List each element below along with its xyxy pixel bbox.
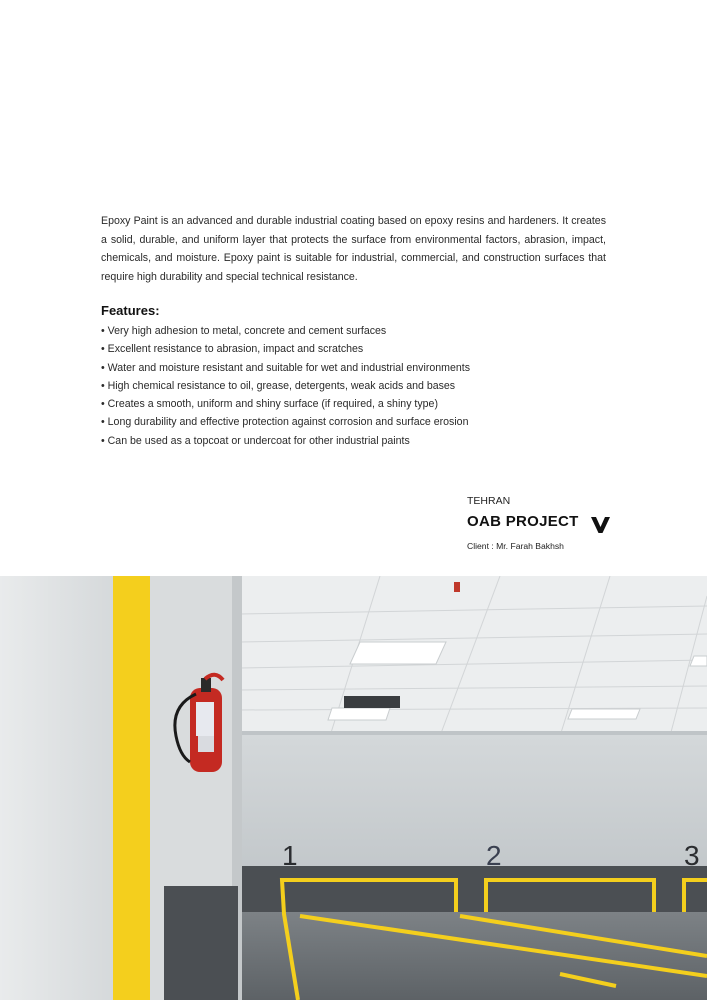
bay-number-3: 3 [684, 840, 700, 871]
back-wall [240, 734, 707, 868]
ceiling-light [328, 708, 390, 720]
sprinkler [454, 582, 460, 592]
features-list [101, 322, 470, 450]
feature-item: • Excellent resistance to abrasion, impact and scratches [101, 340, 470, 358]
project-title: OAB PROJECT [467, 513, 579, 530]
features-heading: Features: [101, 303, 160, 318]
ceiling-vent [344, 696, 400, 708]
ceiling-light [568, 709, 640, 719]
client-name: Client : Mr. Farah Bakhsh [467, 541, 564, 551]
floor [240, 912, 707, 1000]
feature-item: • High chemical resistance to oil, grease, detergents, weak acids and bases [101, 377, 470, 395]
yellow-stripe [113, 576, 150, 1000]
intro-paragraph: Epoxy Paint is an advanced and durable industrial coating based on epoxy resins and hardeners. It creates a solid, durable, and uniform layer that protects the surface from environmental factors, abrasion, impact, chemicals, and moisture. Epoxy paint is suitable for industrial, commercial, and construction surfaces that require high durability and special technical resistance. [101, 215, 606, 283]
column-base [164, 886, 238, 1000]
wall-skirting [240, 866, 707, 912]
bay-number-1: 1 [282, 840, 298, 871]
feature-item: • Water and moisture resistant and suitable for wet and industrial environments [101, 359, 470, 377]
feature-item: • Creates a smooth, uniform and shiny surface (if required, a shiny type) [101, 395, 470, 413]
bay-number-2: 2 [486, 840, 502, 871]
feature-item: • Can be used as a topcoat or undercoat for other industrial paints [101, 432, 470, 450]
parking-photo [0, 576, 707, 1000]
v-logo-icon [591, 517, 610, 533]
feature-item: • Very high adhesion to metal, concrete and cement surfaces [101, 322, 470, 340]
ceiling-light [350, 642, 446, 664]
project-city: TEHRAN [467, 495, 511, 507]
feature-item: • Long durability and effective protection against corrosion and surface erosion [101, 413, 470, 431]
